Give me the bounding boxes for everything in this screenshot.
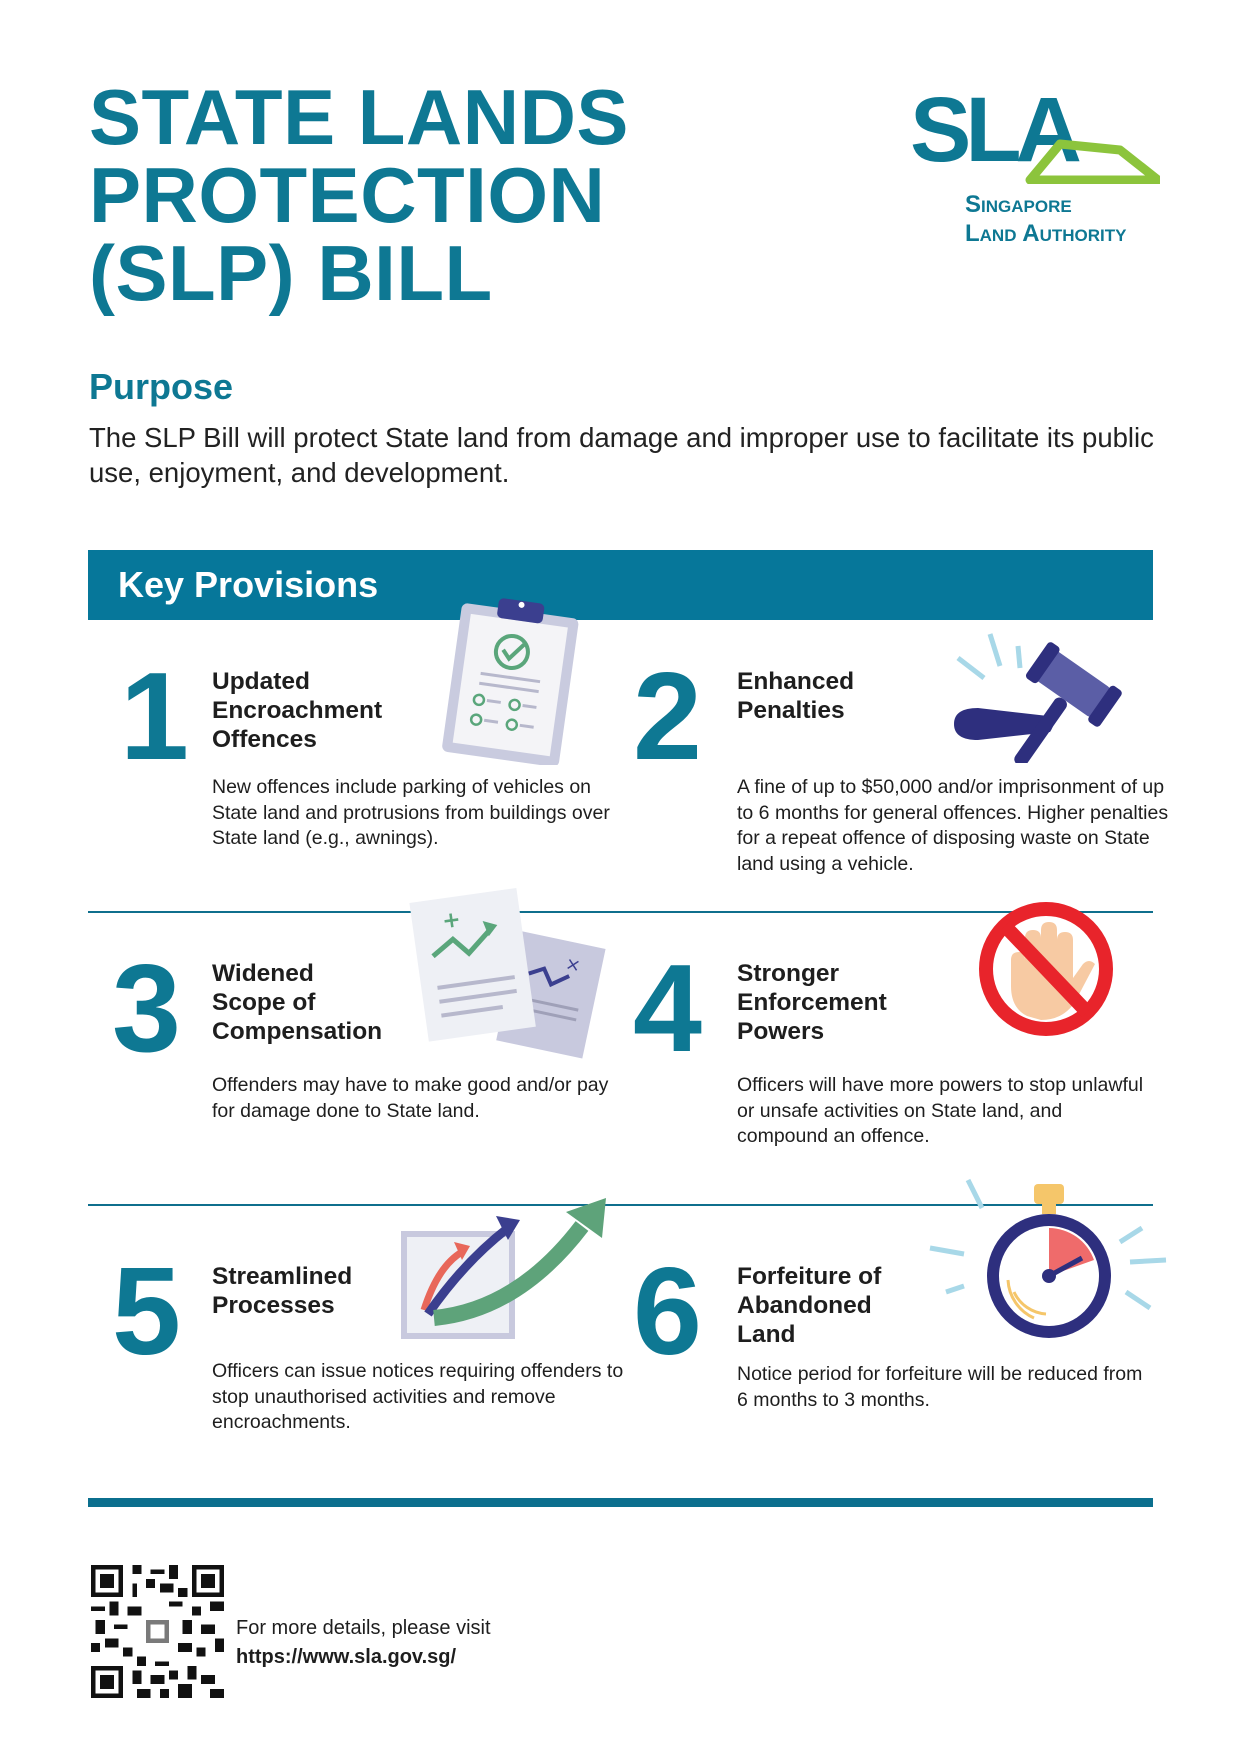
logo-subtitle-line-1: Singapore [965, 191, 1072, 218]
provision-4-title-line: Enforcement [737, 989, 887, 1016]
provision-1-title-line: Encroachment [212, 697, 383, 724]
page-title [89, 73, 729, 317]
provision-6-title-line: Forfeiture of [737, 1263, 882, 1290]
documents-chart-icon [408, 880, 608, 1070]
title-line-2: PROTECTION [89, 151, 606, 239]
provision-1-title-line: Updated [212, 668, 310, 695]
logo-abbreviation: SLA [910, 79, 1076, 181]
key-provisions-heading: Key Provisions [118, 564, 379, 605]
provision-1-number: 1 [120, 648, 189, 786]
provision-4-title-line: Powers [737, 1018, 825, 1045]
title-line-1: STATE LANDS [89, 73, 629, 161]
provision-1-title-line: Offences [212, 726, 317, 753]
provision-3-number: 3 [112, 940, 181, 1078]
provision-6-title-line: Abandoned [737, 1292, 872, 1319]
provision-5-title-line: Streamlined [212, 1263, 353, 1290]
rising-arrows-icon [398, 1192, 610, 1342]
logo-subtitle [965, 190, 1126, 248]
provision-3-title-line: Compensation [212, 1018, 383, 1045]
provision-4-number: 4 [633, 940, 702, 1078]
qr-code-icon[interactable] [91, 1565, 224, 1698]
stop-hand-icon [975, 898, 1117, 1040]
provision-6-title [737, 1262, 881, 1349]
provision-6-title-line: Land [737, 1321, 796, 1348]
footer-text: For more details, please visit [236, 1617, 491, 1639]
purpose-text: The SLP Bill will protect State land from damage and improper use to facilitate its public use, enjoyment, and development. [89, 422, 1154, 488]
svg-text:+: + [440, 907, 463, 935]
provision-5-title [212, 1262, 352, 1320]
logo-parallelogram-icon [1000, 124, 1160, 184]
provision-6-description: Notice period for forfeiture will be reduced from 6 months to 3 months. [737, 1363, 1143, 1411]
footer-divider [88, 1498, 1153, 1507]
provision-6-number: 6 [633, 1243, 702, 1381]
provision-2-title [737, 667, 854, 725]
key-provisions-banner [88, 550, 1153, 620]
provision-1-description: New offences include parking of vehicles on State land and protrusions from buildings over State land (e.g., awnings). [212, 776, 610, 849]
stopwatch-icon [920, 1172, 1176, 1358]
provision-2-description: A fine of up to $50,000 and/or imprisonment of up to 6 months for general offences. Higher penalties for a repeat offence of disposing waste on State land using a vehicle. [737, 776, 1169, 875]
clipboard-checklist-icon [430, 590, 590, 765]
provision-5-title-line: Processes [212, 1292, 335, 1319]
provision-4-title-line: Stronger [737, 960, 840, 987]
provision-4-description: Officers will have more powers to stop unlawful or unsafe activities on State land, and compound an offence. [737, 1074, 1144, 1147]
provision-3-title-line: Scope of [212, 989, 316, 1016]
purpose-heading: Purpose [89, 366, 234, 407]
provision-5-number: 5 [112, 1243, 181, 1381]
sla-logo [910, 79, 1160, 254]
provision-5-description: Officers can issue notices requiring offenders to stop unauthorised activities and remove encroachments. [212, 1360, 624, 1433]
provision-3-description: Offenders may have to make good and/or pay for damage done to State land. [212, 1074, 609, 1122]
provision-2-title-line: Enhanced [737, 668, 855, 695]
footer-url-link[interactable]: https://www.sla.gov.sg/ [236, 1646, 457, 1668]
title-line-3: (SLP) BILL [89, 229, 493, 317]
footer-details [236, 1614, 491, 1672]
svg-text:×: × [563, 953, 583, 977]
provision-1-title [212, 667, 382, 754]
provision-2-title-line: Penalties [737, 697, 845, 724]
logo-subtitle-line-2: Land Authority [965, 220, 1127, 247]
provision-4-title [737, 959, 887, 1046]
provision-3-title-line: Widened [212, 960, 314, 987]
provision-2-number: 2 [633, 648, 702, 786]
provision-3-title [212, 959, 382, 1046]
gavel-icon [938, 628, 1138, 763]
